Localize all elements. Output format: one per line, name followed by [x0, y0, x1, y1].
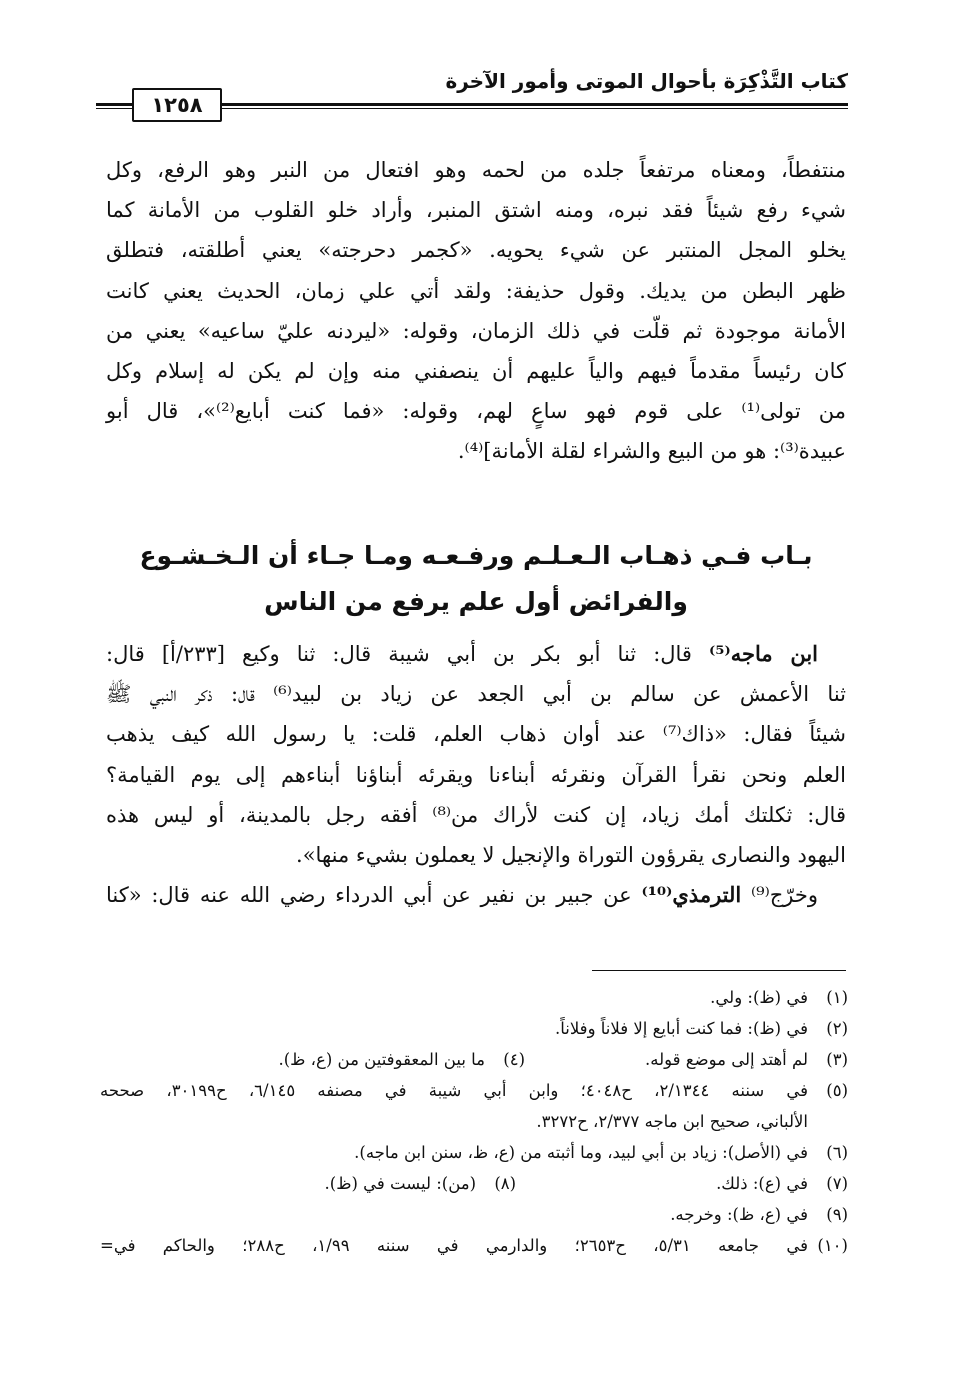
footnotes [100, 982, 848, 1261]
text-line: شيئاً فقال: «ذاك⁽⁷⁾ عند أوان ذهاب العلم، قلت: يا رسول الله كيف يذهب [106, 722, 846, 747]
page-number: ١٢٥٨ [132, 88, 222, 122]
footnote-text: في (ظ): ولي. [710, 988, 808, 1007]
heading-line-2: والفرائض أول علم يرفع من الناس [264, 587, 688, 616]
footnote-text: (من): ليست في (ظ). [324, 1174, 477, 1193]
footnote [100, 1230, 848, 1261]
footnote-text: لم أهتد إلى موضع قوله. [645, 1050, 808, 1069]
footnote-number: (١) [826, 988, 848, 1007]
footnote-number: (٩) [826, 1205, 848, 1224]
footnote-text: في سننه ٢/١٣٤٤، ح٤٠٤٨؛ وابن أبي شيبة في مصنفه ٦/١٤٥، ح٣٠١٩٩، صححه [100, 1081, 808, 1100]
footnote-text: في (ظ): فما كنت أبايع إلا فلاناً وفلاناً. [554, 1019, 808, 1038]
text-line: اليهود والنصارى يقرؤون التوراة والإنجيل لا يعملون بشيء منها». [296, 842, 846, 867]
book-title: كتاب التَّذْكِرَة بأحوال الموتى وأمور الآخرة [445, 69, 848, 93]
footnote-text: ما بين المعقوفتين من (ع، ظ). [278, 1050, 486, 1069]
text-line: ظهر البطن من يديك. وقول حذيفة: ولقد أتي علي زمان، الحديث يعني كانت [106, 278, 846, 303]
text-line: العلم ونحن نقرأ القرآن ونقرئه أبناءنا ويقرئه أبناؤنا أبناءهم إلى يوم القيامة؟ [106, 762, 846, 787]
footnote [100, 1199, 848, 1230]
text-line: عبيدة⁽³⁾: هو من البيع والشراء لقلة الأمانة]⁽⁴⁾. [457, 439, 846, 464]
text-line: من تولى⁽¹⁾ على قوم فهو ساعٍ لهم، وقوله: «فما كنت أبايع⁽²⁾»، قال أبو [106, 399, 846, 424]
footnote-number: (٣) [826, 1050, 848, 1069]
source-name: ابن ماجه⁽⁵⁾ [709, 641, 818, 666]
text-line [106, 634, 846, 674]
footnote-continuation: الألباني، صحيح ابن ماجه ٢/٣٧٧، ح٣٢٧٢. [536, 1112, 808, 1131]
text-line: قال: ثكلتك أمك زياد، إن كنت لأراك من⁽⁸⁾ أفقه رجل بالمدينة، أو ليس هذه [106, 802, 846, 827]
paragraph-2 [106, 634, 846, 915]
footnote-number: (٤) [503, 1050, 526, 1069]
footnote-text: في (ع): ذلك. [716, 1174, 808, 1193]
text-line: شيء رفع شيئاً فقد نبره، ومنه اشتق المنبر، وأراد خلو القلوب من الأمانة كما [106, 198, 846, 223]
text-line [106, 875, 846, 915]
footnote [100, 1137, 848, 1168]
footnote-separator [592, 970, 846, 971]
footnote-number: (٧) [826, 1174, 848, 1193]
footnote-text: في (الأصل): زياد بن أبي لبيد، وما أثبته من (ع، ظ، سنن ابن ماجه). [354, 1143, 808, 1162]
footnote-text: في جامعه ٥/٣١، ح٢٦٥٣؛ والدارمي في سننه ١/٩٩، ح٢٨٨؛ والحاكم في= [100, 1236, 808, 1255]
text-run: وخرّج⁽⁹⁾ [741, 883, 818, 908]
footnote [100, 982, 848, 1013]
running-header [96, 66, 848, 126]
header-rule-end [110, 104, 132, 106]
footnote-text: في (ع، ظ): وخرجه. [670, 1205, 808, 1224]
footnote [100, 1044, 848, 1075]
text-line: كان رئيساً مقدماً فيهم والياً عليهم أن ينصفني منه وإن لم يكن له إسلام وكل [106, 358, 846, 383]
footnote-number: (٥) [826, 1081, 848, 1100]
text-run: عن جبير بن نفير عن أبي الدرداء رضي الله عنه قال: «كنا [106, 883, 642, 908]
source-name: الترمذي⁽¹⁰⁾ [641, 882, 742, 908]
footnote-number: (٨) [494, 1174, 517, 1193]
heading-line-1: بـاب فـي ذهـاب الـعـلـم ورفـعـه ومـا جـاء أن الـخـشـوع [139, 541, 813, 570]
footnote-number: (٦) [826, 1143, 848, 1162]
footnote [100, 1013, 848, 1044]
text-line: ثنا الأعمش عن سالم بن أبي الجعد عن زياد بن لبيد⁽⁶⁾ قال: ذكر النبي ﷺ [106, 682, 847, 707]
footnote-number: (١٠) [817, 1236, 848, 1255]
text-line: منتفطاً، ومعناه مرتفعاً جلده من لحمه وهو افتعال من النبر وهو الرفع، وكل [106, 158, 846, 182]
chapter-heading [106, 533, 846, 625]
footnote [100, 1075, 848, 1106]
footnote-number: (٢) [826, 1019, 848, 1038]
text-run: قال: ثنا أبو بكر بن أبي شيبة قال: ثنا وكيع [٢٣٣/أ] قال: [106, 642, 710, 666]
text-line: يخلو المجل المنتبر عن شيء يحويه. «كجمر دحرجته» يعني أطلقته، فتطلق [106, 238, 846, 263]
paragraph-1 [106, 150, 846, 472]
footnote [100, 1168, 848, 1199]
text-line: الأمانة موجودة ثم قلّت في ذلك الزمان، وقوله: «ليردنه عليّ ساعيه» يعني من [106, 318, 846, 343]
